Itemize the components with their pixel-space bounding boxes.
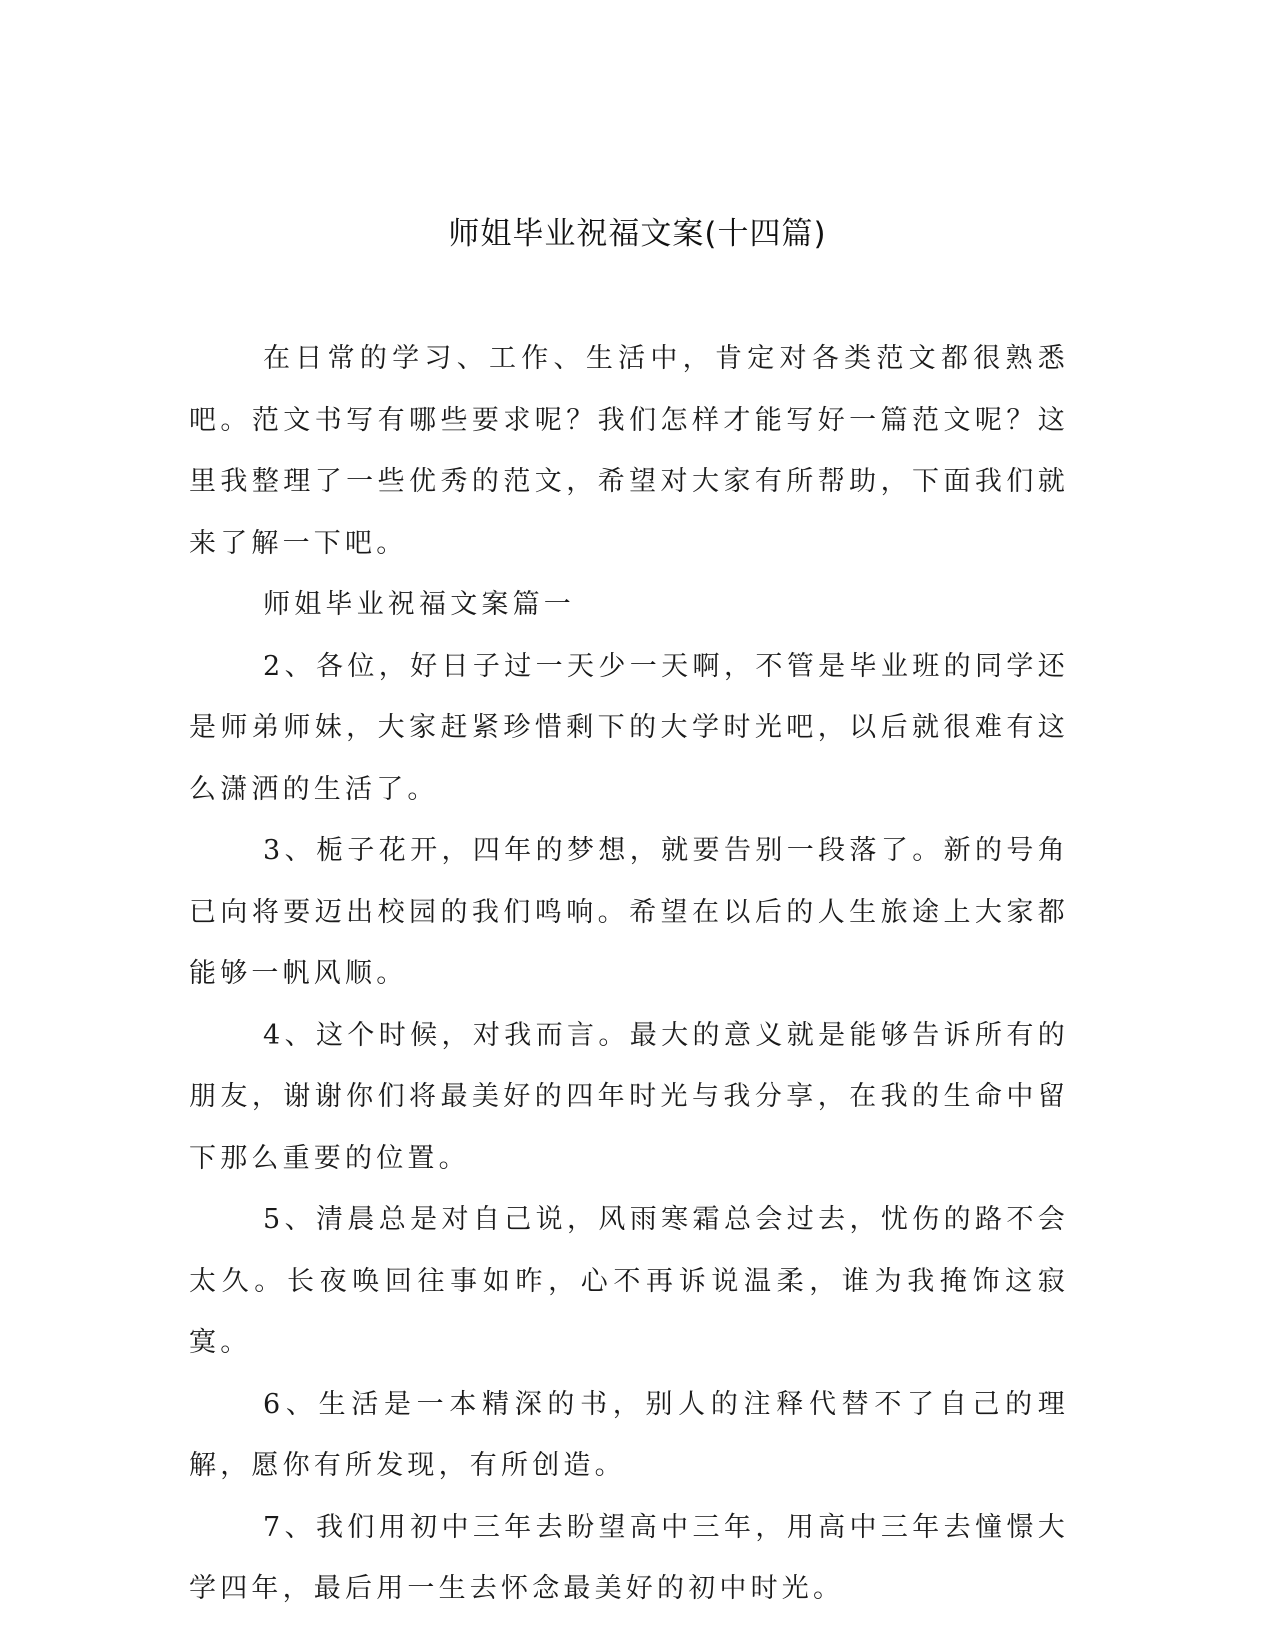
document-body <box>189 328 1069 1620</box>
section-heading: 师姐毕业祝福文案篇一 <box>263 589 575 620</box>
body-paragraph: 6、生活是一本精深的书，别人的注释代替不了自己的理解，愿你有所发现，有所创造。 <box>189 1388 1069 1481</box>
document-title: 师姐毕业祝福文案(十四篇) <box>448 216 827 252</box>
intro-paragraph: 在日常的学习、工作、生活中，肯定对各类范文都很熟悉吧。范文书写有哪些要求呢？我们怎样才能写好一篇范文呢？这里我整理了一些优秀的范文，希望对大家有所帮助，下面我们就来了解一下吧。 <box>189 343 1069 559</box>
body-paragraph: 3、栀子花开，四年的梦想，就要告别一段落了。新的号角已向将要迈出校园的我们鸣响。希望在以后的人生旅途上大家都能够一帆风顺。 <box>189 835 1069 989</box>
body-paragraph: 7、我们用初中三年去盼望高中三年，用高中三年去憧憬大学四年，最后用一生去怀念最美好的初中时光。 <box>189 1511 1069 1604</box>
body-paragraph: 4、这个时候，对我而言。最大的意义就是能够告诉所有的朋友，谢谢你们将最美好的四年时光与我分享，在我的生命中留下那么重要的位置。 <box>189 1019 1069 1174</box>
body-paragraph: 5、清晨总是对自己说，风雨寒霜总会过去，忧伤的路不会太久。长夜唤回往事如昨，心不再诉说温柔，谁为我掩饰这寂寞。 <box>189 1204 1069 1358</box>
body-paragraph: 2、各位，好日子过一天少一天啊，不管是毕业班的同学还是师弟师妹，大家赶紧珍惜剩下的大学时光吧，以后就很难有这么潇洒的生活了。 <box>189 650 1069 805</box>
